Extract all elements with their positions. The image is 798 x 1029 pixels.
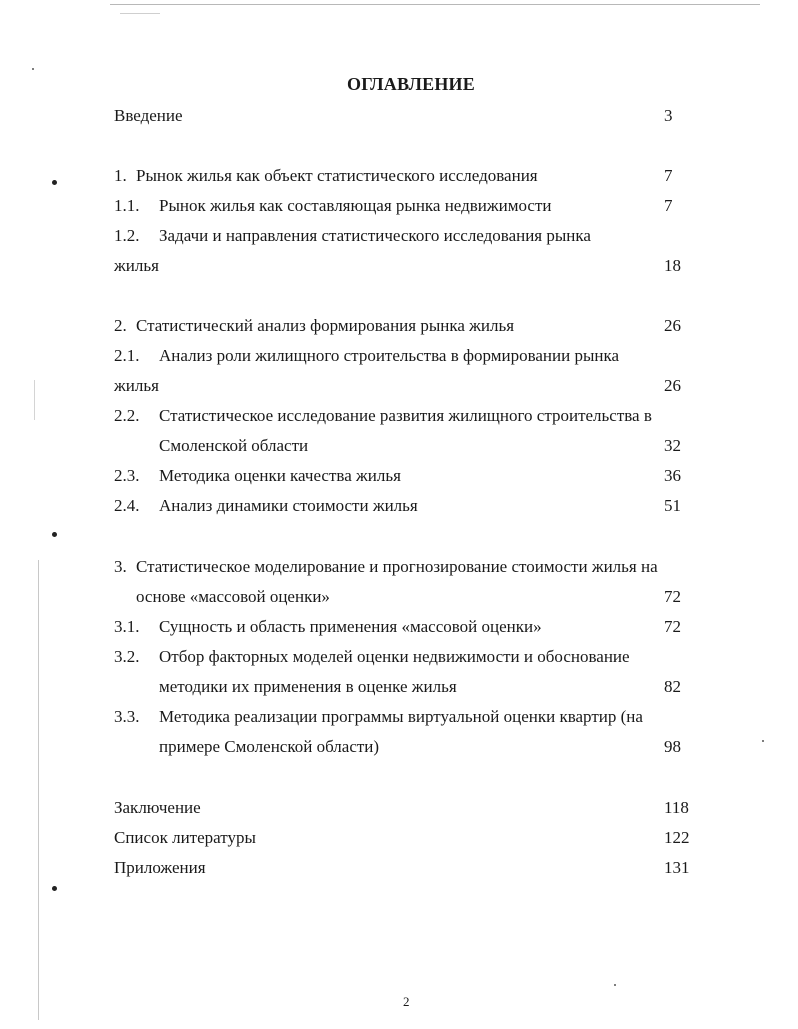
toc-entry-page: 72 [664, 617, 681, 636]
toc-entry-section-2-1-continuation [0, 374, 798, 398]
toc-entry-conclusion [0, 796, 798, 820]
toc-entry-text: Анализ роли жилищного строительства в формировании рынка [159, 346, 620, 365]
toc-entry-section-2-1 [0, 344, 798, 368]
toc-entry-number: 2. [114, 316, 127, 335]
scan-artifact-speck [32, 68, 34, 70]
toc-entry-section-1-2 [0, 224, 798, 248]
toc-entry-number: 2.1. [114, 346, 140, 365]
toc-entry-section-2-2-continuation [0, 434, 798, 458]
toc-entry-chapter-1 [0, 164, 798, 188]
toc-entry-text: Статистическое моделирование и прогнозирование стоимости жилья на [136, 557, 658, 576]
toc-entry-text: Методика оценки качества жилья [159, 466, 401, 485]
toc-entry-page: 98 [664, 737, 681, 756]
scan-artifact-speck [614, 984, 616, 986]
toc-entry-number: 3.3. [114, 707, 140, 726]
toc-entry-text: Список литературы [114, 828, 256, 847]
toc-entry-number: 1. [114, 166, 127, 185]
toc-entry-text: Заключение [114, 798, 201, 817]
toc-entry-page: 122 [664, 828, 690, 847]
toc-entry-section-2-2 [0, 404, 798, 428]
toc-entry-text: Задачи и направления статистического исследования рынка [159, 226, 591, 245]
toc-entry-page: 131 [664, 858, 690, 877]
toc-entry-bibliography [0, 826, 798, 850]
scan-artifact-dot [52, 532, 57, 537]
toc-entry-number: 1.2. [114, 226, 140, 245]
toc-entry-number: 2.2. [114, 406, 140, 425]
toc-entry-number: 1.1. [114, 196, 140, 215]
toc-entry-page: 36 [664, 466, 681, 485]
scan-artifact-line [120, 13, 160, 14]
toc-entry-chapter-3 [0, 555, 798, 579]
toc-entry-text-continuation: жилья [114, 376, 159, 395]
toc-entry-page: 3 [664, 106, 673, 125]
toc-entry-text-continuation: методики их применения в оценке жилья [159, 677, 457, 696]
toc-entry-page: 82 [664, 677, 681, 696]
toc-entry-text: Введение [114, 106, 183, 125]
toc-entry-number: 3. [114, 557, 127, 576]
toc-entry-page: 118 [664, 798, 689, 817]
toc-entry-text: Анализ динамики стоимости жилья [159, 496, 418, 515]
page-number: 2 [403, 994, 410, 1009]
toc-entry-number: 3.1. [114, 617, 140, 636]
scan-artifact-line [110, 4, 760, 5]
toc-entry-page: 51 [664, 496, 681, 515]
toc-entry-text: Рынок жилья как составляющая рынка недвижимости [159, 196, 552, 215]
toc-entry-section-3-2-continuation [0, 675, 798, 699]
toc-entry-section-3-3-continuation [0, 735, 798, 759]
toc-entry-number: 2.4. [114, 496, 140, 515]
toc-entry-chapter-2 [0, 314, 798, 338]
toc-entry-section-2-4 [0, 494, 798, 518]
toc-entry-section-3-2 [0, 645, 798, 669]
toc-entry-page: 72 [664, 587, 681, 606]
toc-entry-section-1-2-continuation [0, 254, 798, 278]
toc-entry-page: 32 [664, 436, 681, 455]
toc-entry-text: Методика реализации программы виртуальной оценки квартир (на [159, 707, 643, 726]
toc-entry-section-1-1 [0, 194, 798, 218]
toc-entry-text: Статистический анализ формирования рынка жилья [136, 316, 515, 335]
toc-entry-text-continuation: жилья [114, 256, 159, 275]
toc-entry-number: 2.3. [114, 466, 140, 485]
toc-entry-text-continuation: Смоленской области [159, 436, 309, 455]
toc-entry-text-continuation: примере Смоленской области) [159, 737, 380, 756]
page-title: ОГЛАВЛЕНИЕ [347, 74, 475, 94]
toc-entry-appendices [0, 856, 798, 880]
toc-entry-page: 18 [664, 256, 681, 275]
toc-entry-page: 26 [664, 316, 681, 335]
toc-entry-chapter-3-continuation [0, 585, 798, 609]
toc-entry-text: Отбор факторных моделей оценки недвижимости и обоснование [159, 647, 630, 666]
toc-entry-text: Статистическое исследование развития жилищного строительства в [159, 406, 652, 425]
toc-entry-page: 26 [664, 376, 681, 395]
toc-entry-section-3-3 [0, 705, 798, 729]
toc-entry-text: Приложения [114, 858, 206, 877]
toc-entry-page: 7 [664, 196, 673, 215]
toc-entry-text: Сущность и область применения «массовой оценки» [159, 617, 542, 636]
toc-entry-number: 3.2. [114, 647, 140, 666]
toc-entry-introduction [0, 104, 798, 128]
toc-entry-section-3-1 [0, 615, 798, 639]
scan-artifact-dot [52, 886, 57, 891]
toc-entry-text-continuation: основе «массовой оценки» [136, 587, 330, 606]
toc-entry-text: Рынок жилья как объект статистического исследования [136, 166, 538, 185]
toc-entry-page: 7 [664, 166, 673, 185]
toc-entry-section-2-3 [0, 464, 798, 488]
